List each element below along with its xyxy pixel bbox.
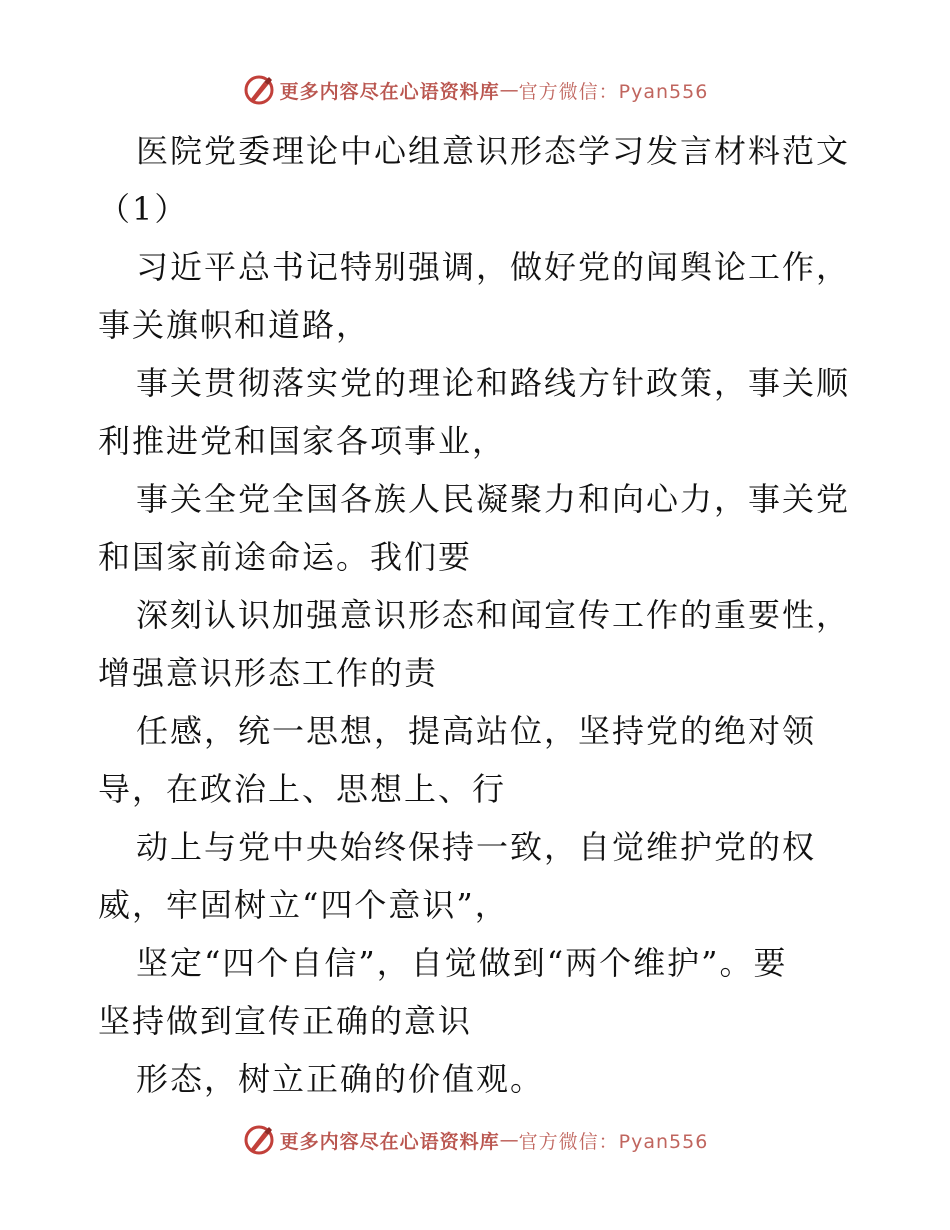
document-body bbox=[98, 122, 858, 1108]
paragraph-line1: 习近平总书记特别强调，做好党的闻舆论工作， bbox=[136, 248, 851, 286]
paragraph bbox=[98, 818, 858, 934]
watermark-separator: — bbox=[499, 1129, 519, 1151]
paragraph-line1: 动上与党中央始终保持一致，自觉维护党的权 bbox=[136, 828, 817, 866]
paragraph-line1: 深刻认识加强意识形态和闻宣传工作的重要性， bbox=[136, 596, 851, 634]
watermark-separator: — bbox=[499, 79, 519, 101]
pen-logo-icon bbox=[242, 73, 276, 107]
paragraph-line2: 导，在政治上、思想上、行 bbox=[98, 770, 507, 808]
document-title-line2: （1） bbox=[98, 190, 189, 228]
paragraph bbox=[98, 934, 858, 1050]
paragraph-line2: 利推进党和国家各项事业， bbox=[98, 422, 507, 460]
paragraph-line2: 坚持做到宣传正确的意识 bbox=[98, 1002, 473, 1040]
document-title bbox=[98, 122, 858, 238]
pen-logo-icon bbox=[242, 1123, 276, 1157]
watermark-brand: 更多内容尽在心语资料库 bbox=[279, 1130, 500, 1153]
paragraph bbox=[98, 470, 858, 586]
watermark-brand: 更多内容尽在心语资料库 bbox=[279, 80, 500, 103]
paragraph bbox=[98, 238, 858, 354]
paragraph-line1: 坚定“四个自信”，自觉做到“两个维护”。要 bbox=[136, 944, 788, 982]
paragraph-line2: 增强意识形态工作的责 bbox=[98, 654, 439, 692]
watermark-contact: 官方微信：Pyan556 bbox=[518, 80, 709, 103]
paragraph bbox=[98, 354, 858, 470]
header-watermark bbox=[0, 70, 950, 110]
paragraph-line2: 和国家前途命运。我们要 bbox=[98, 538, 473, 576]
paragraph-line2: 事关旗帜和道路， bbox=[98, 306, 371, 344]
paragraph-line1: 任感，统一思想，提高站位，坚持党的绝对领 bbox=[136, 712, 817, 750]
paragraph-line1: 形态，树立正确的价值观。 bbox=[136, 1060, 545, 1098]
watermark-contact: 官方微信：Pyan556 bbox=[518, 1130, 709, 1153]
paragraph-line1: 事关全党全国各族人民凝聚力和向心力，事关党 bbox=[136, 480, 851, 518]
paragraph bbox=[98, 702, 858, 818]
paragraph bbox=[98, 586, 858, 702]
footer-watermark bbox=[0, 1120, 950, 1160]
document-title-line1: 医院党委理论中心组意识形态学习发言材料范文 bbox=[136, 132, 851, 170]
paragraph bbox=[98, 1050, 858, 1108]
paragraph-line2: 威，牢固树立“四个意识”， bbox=[98, 886, 509, 924]
paragraph-line1: 事关贯彻落实党的理论和路线方针政策，事关顺 bbox=[136, 364, 851, 402]
